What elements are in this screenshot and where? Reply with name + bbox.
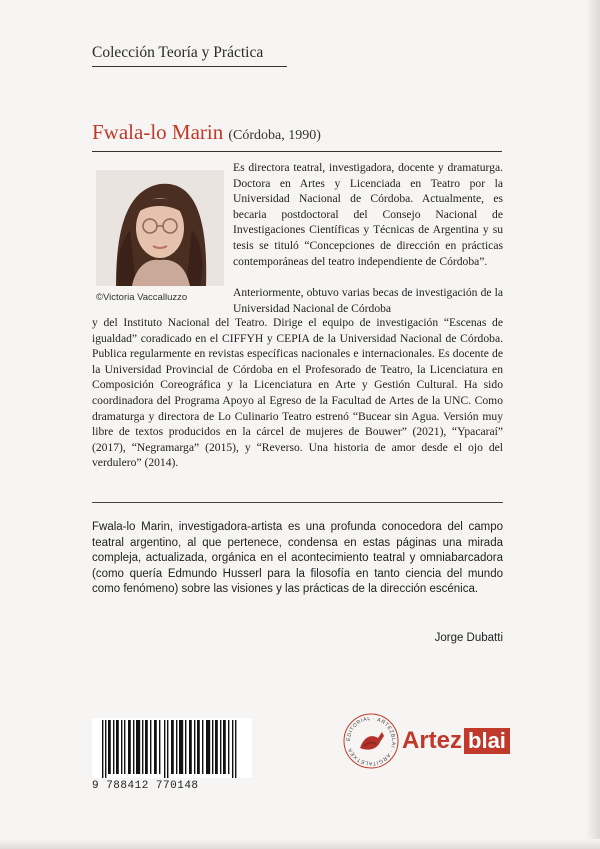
publisher-emblem-icon [342,712,400,770]
author-portrait-illustration [96,170,224,286]
author-meta: (Córdoba, 1990) [228,128,321,143]
blurb-text: Fwala-lo Marin, investigadora-artista es una profunda conocedora del campo teatral argentino, al que pertenece, condensa en estas páginas una mirada compleja, actualizada, orgánica en el acontecimiento teatral y omniabarcadora (como quería Edmundo Husserl para la filosofía en tanto ciencia del mundo como fenómeno) sobre las visiones y las prácticas de la dirección escénica. [92,521,503,596]
publisher-ring-text: EDITORIAL · ARTEZBLAI · ARGITALETXEA [345,715,397,767]
author-heading [92,120,502,152]
barcode-icon [92,718,252,778]
section-divider [92,502,503,503]
author-photo [96,170,224,286]
publisher-name-blai: blai [464,728,510,754]
publisher-wordmark [400,728,510,754]
photo-credit: ©Victoria Vaccalluzzo [96,292,188,303]
bio-paragraph-part3: y del Instituto Nacional del Teatro. Dirige el equipo de investigación “Escenas de igualdad” coradicado en el CIFFYH y CEPIA de la Universidad Nacional de Córdoba. Publica regularmente en revistas específicas nacionales e internacionales. Es docente de la Universidad Provincial de Córdoba en el Profesorado de Teatro, la Licenciatura en Composición Coreográfica y la Licenciatura en Arte y Gestión Cultural. Ha sido coordinadora del Programa Apoyo al Egreso de la Facultad de Artes de la UNC. Como dramaturga y directora de Lo Culinario Teatro estrenó “Bucear sin Agua. Versión muy libre de textos producidos en la cárcel de mujeres de Bouwer” (2021), “Ypacaraí” (2017), “Negramarga” (2015), y “Reverso. Una historia de amor desde el ojo del verdulero” (2014). [92,316,503,470]
publisher-logo [342,712,507,774]
barcode-digits: 9 788412 770148 [92,780,199,792]
isbn-barcode [92,718,252,778]
bio-paragraph-part2: Anteriormente, obtuvo varias becas de investigación de la Universidad Nacional de Córdoba [233,286,503,315]
collection-title: Colección Teoría y Práctica [92,44,287,67]
page-bottom-shadow [0,839,600,849]
page-edge-shadow [586,0,600,849]
publisher-name-artez: Artez [402,727,463,754]
author-name: Fwala-lo Marin [92,120,224,144]
blurb-signature: Jorge Dubatti [434,632,503,644]
bio-paragraph-part1: Es directora teatral, investigadora, docente y dramaturga. Doctora en Artes y Licenciada en Teatro por la Universidad Nacional de Córdoba. Actualmente, es becaria postdoctoral del Consejo Nacional de Investigaciones Científicas y Técnicas de Argentina y su tesis se tituló “Concepciones de dirección en prácticas contemporáneas del teatro independiente de Córdoba”. [233,161,503,268]
